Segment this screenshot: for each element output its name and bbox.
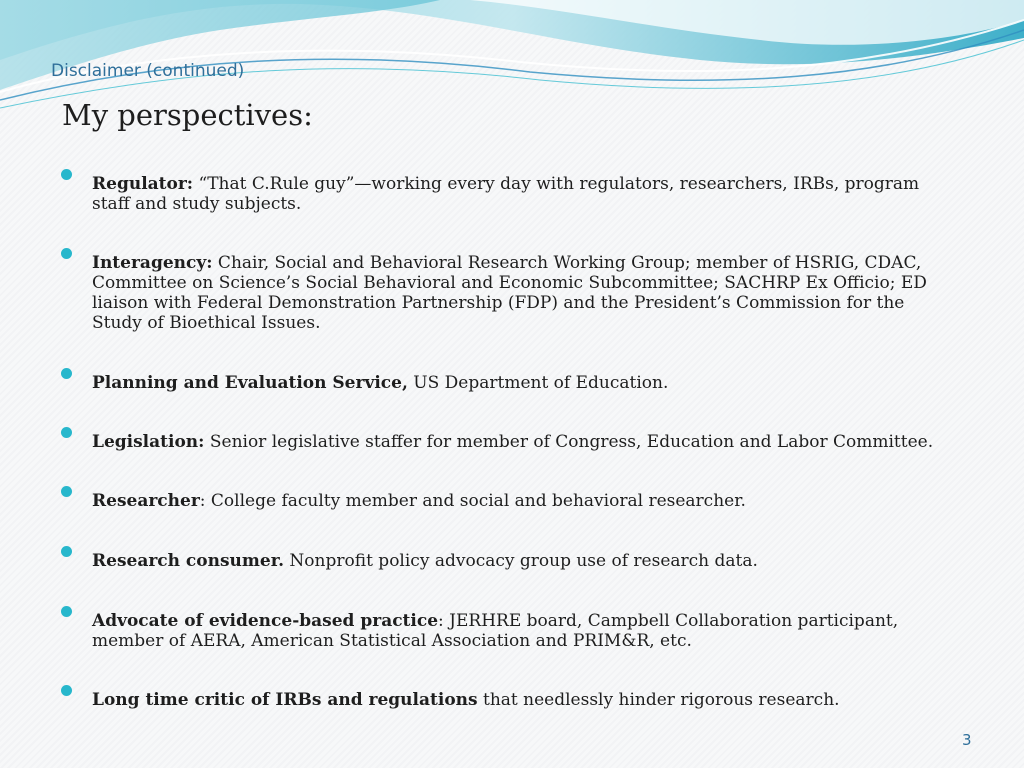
bullet-text: Chair, Social and Behavioral Research Working Group; member of HSRIG, CDAC, Committee on Science’s Social Behavioral and Economic Subcommittee; SACHRP Ex Officio; ED liaison with Federal Demonstration Partnership (FDP) and the President’s Commission for the Study of Bioethical Issues. [92,253,927,333]
bullet-text: : College faculty member and social and behavioral researcher. [199,491,746,511]
bullet-text: Senior legislative staffer for member of Congress, Education and Labor Committee. [204,432,934,452]
bullet-research-consumer [92,551,942,571]
bullet-text: : JERHRE board, Campbell Collaboration participant, member of AERA, American Statistical Association and PRIM&R, etc. [92,611,899,651]
bullet-label: Long time critic of IRBs and regulations [92,690,478,710]
bullet-text: “That C.Rule guy”—working every day with regulators, researchers, IRBs, program staff and study subjects. [92,174,920,214]
bullet-dot-icon [61,427,72,438]
bullet-dot-icon [61,685,72,696]
bullet-label: Planning and Evaluation Service, [92,373,408,393]
bullet-advocate [92,611,942,651]
bullet-dot-icon [61,546,72,557]
slide-subtitle: Disclaimer (continued) [51,61,245,81]
bullet-text: US Department of Education. [407,373,669,393]
bullet-dot-icon [61,368,72,379]
bullet-critic [92,690,942,710]
page-number: 3 [962,731,972,749]
bullet-label: Interagency: [92,253,213,273]
bullet-dot-icon [61,169,72,180]
bullet-dot-icon [61,606,72,617]
bullet-legislation [92,432,942,452]
bullet-label: Research consumer. [92,551,285,571]
bullet-interagency [92,253,942,333]
slide-heading: My perspectives: [62,98,313,132]
bullet-regulator [92,174,942,214]
bullet-label: Researcher [92,491,200,511]
bullet-label: Advocate of evidence-based practice [92,611,439,631]
bullet-text: Nonprofit policy advocacy group use of research data. [284,551,758,571]
bullet-label: Legislation: [92,432,205,452]
bullet-planning-evaluation [92,373,942,393]
bullet-dot-icon [61,248,72,259]
bullet-researcher [92,491,942,511]
bullet-text: that needlessly hinder rigorous research. [477,690,840,710]
bullet-label: Regulator: [92,174,194,194]
bullet-dot-icon [61,486,72,497]
